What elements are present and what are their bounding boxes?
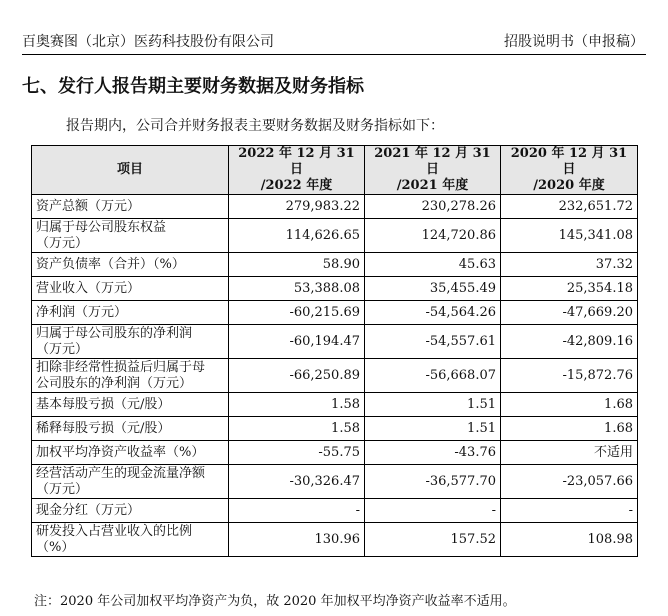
cell-2021: -54,557.61 [365, 325, 501, 359]
row-label-line1: 资产负债率（合并）（%） [36, 256, 185, 272]
header-2021-line2: /2021 年度 [396, 178, 469, 193]
header-2022-line1: 2022 年 12 月 31 日 [238, 146, 355, 177]
cell-2020: 145,341.08 [501, 219, 638, 253]
header-cell-2022 [229, 146, 365, 195]
header-cell-item [32, 146, 229, 195]
row-label-line1: 净利润（万元） [36, 304, 128, 320]
cell-2020: 不适用 [501, 441, 638, 465]
cell-2020: -15,872.76 [501, 359, 638, 393]
row-label [32, 325, 229, 359]
cell-2022: 114,626.65 [229, 219, 365, 253]
table-row [32, 499, 638, 523]
row-label-line2: （万元） [36, 481, 89, 497]
cell-2022: -66,250.89 [229, 359, 365, 393]
header-cell-2021 [365, 146, 501, 195]
row-label-line2: 公司股东的净利润（万元） [36, 375, 193, 391]
row-label-line1: 营业收入（万元） [36, 280, 141, 296]
row-label-line1: 稀释每股亏损（元/股） [36, 420, 171, 436]
intro-text: 报告期内，公司合并财务报表主要财务数据及财务指标如下： [66, 118, 444, 134]
cell-2022: - [229, 499, 365, 523]
row-label-line2: （%） [36, 539, 75, 555]
row-label-line2: （万元） [36, 235, 89, 251]
table-row [32, 441, 638, 465]
row-label [32, 523, 229, 557]
cell-2022: 279,983.22 [229, 195, 365, 219]
table-row [32, 253, 638, 277]
table-row [32, 359, 638, 393]
cell-2020: 232,651.72 [501, 195, 638, 219]
header-doc-type: 招股说明书（申报稿） [504, 34, 644, 50]
row-label-line1: 经营活动产生的现金流量净额 [36, 465, 206, 481]
row-label [32, 359, 229, 393]
table-row [32, 465, 638, 499]
cell-2020: -47,669.20 [501, 301, 638, 325]
cell-2021: 1.51 [365, 393, 501, 417]
footnote: 注：2020 年公司加权平均净资产为负，故 2020 年加权平均净资产收益率不适用。 [34, 594, 516, 609]
table-row [32, 219, 638, 253]
cell-2020: 108.98 [501, 523, 638, 557]
header-divider [22, 54, 646, 55]
financial-table [31, 145, 638, 557]
header-cell-2020 [501, 146, 638, 195]
row-label [32, 465, 229, 499]
table-row [32, 325, 638, 359]
row-label-line1: 现金分红（万元） [36, 502, 141, 518]
row-label [32, 253, 229, 277]
row-label-line1: 资产总额（万元） [36, 198, 141, 214]
row-label [32, 195, 229, 219]
header-item-label: 项目 [116, 162, 143, 177]
cell-2021: 157.52 [365, 523, 501, 557]
table-row [32, 393, 638, 417]
header-2020-line1: 2020 年 12 月 31 日 [510, 146, 628, 177]
table-row [32, 523, 638, 557]
row-label-line1: 扣除非经常性损益后归属于母 [36, 359, 206, 375]
cell-2022: 58.90 [229, 253, 365, 277]
row-label-line1: 研发投入占营业收入的比例 [36, 523, 193, 539]
table-row [32, 195, 638, 219]
row-label-line2: （万元） [36, 341, 89, 357]
row-label-line1: 归属于母公司股东的净利润 [36, 325, 193, 341]
cell-2022: 53,388.08 [229, 277, 365, 301]
cell-2020: - [501, 499, 638, 523]
cell-2022: -60,215.69 [229, 301, 365, 325]
cell-2020: 1.68 [501, 417, 638, 441]
cell-2021: -54,564.26 [365, 301, 501, 325]
cell-2020: 37.32 [501, 253, 638, 277]
cell-2022: 1.58 [229, 393, 365, 417]
cell-2021: 230,278.26 [365, 195, 501, 219]
cell-2022: -55.75 [229, 441, 365, 465]
table-header-row [32, 146, 638, 195]
row-label [32, 441, 229, 465]
cell-2022: -60,194.47 [229, 325, 365, 359]
cell-2021: -36,577.70 [365, 465, 501, 499]
row-label-line1: 加权平均净资产收益率（%） [36, 444, 205, 460]
row-label [32, 277, 229, 301]
row-label-line1: 基本每股亏损（元/股） [36, 396, 171, 412]
cell-2021: 45.63 [365, 253, 501, 277]
cell-2022: -30,326.47 [229, 465, 365, 499]
row-label [32, 393, 229, 417]
table-row [32, 417, 638, 441]
row-label [32, 417, 229, 441]
header-company: 百奥赛图（北京）医药科技股份有限公司 [22, 34, 274, 50]
cell-2020: -23,057.66 [501, 465, 638, 499]
cell-2021: 35,455.49 [365, 277, 501, 301]
row-label-line1: 归属于母公司股东权益 [36, 219, 167, 235]
row-label [32, 301, 229, 325]
header-2022-line2: /2022 年度 [260, 178, 333, 193]
cell-2020: -42,809.16 [501, 325, 638, 359]
cell-2020: 25,354.18 [501, 277, 638, 301]
cell-2022: 130.96 [229, 523, 365, 557]
row-label [32, 219, 229, 253]
cell-2020: 1.68 [501, 393, 638, 417]
cell-2021: - [365, 499, 501, 523]
cell-2021: 124,720.86 [365, 219, 501, 253]
cell-2021: 1.51 [365, 417, 501, 441]
cell-2021: -56,668.07 [365, 359, 501, 393]
header-2020-line2: /2020 年度 [533, 178, 605, 193]
table-row [32, 277, 638, 301]
cell-2022: 1.58 [229, 417, 365, 441]
row-label [32, 499, 229, 523]
cell-2021: -43.76 [365, 441, 501, 465]
header-2021-line1: 2021 年 12 月 31 日 [374, 146, 491, 177]
table-row [32, 301, 638, 325]
section-title: 七、发行人报告期主要财务数据及财务指标 [22, 76, 364, 97]
